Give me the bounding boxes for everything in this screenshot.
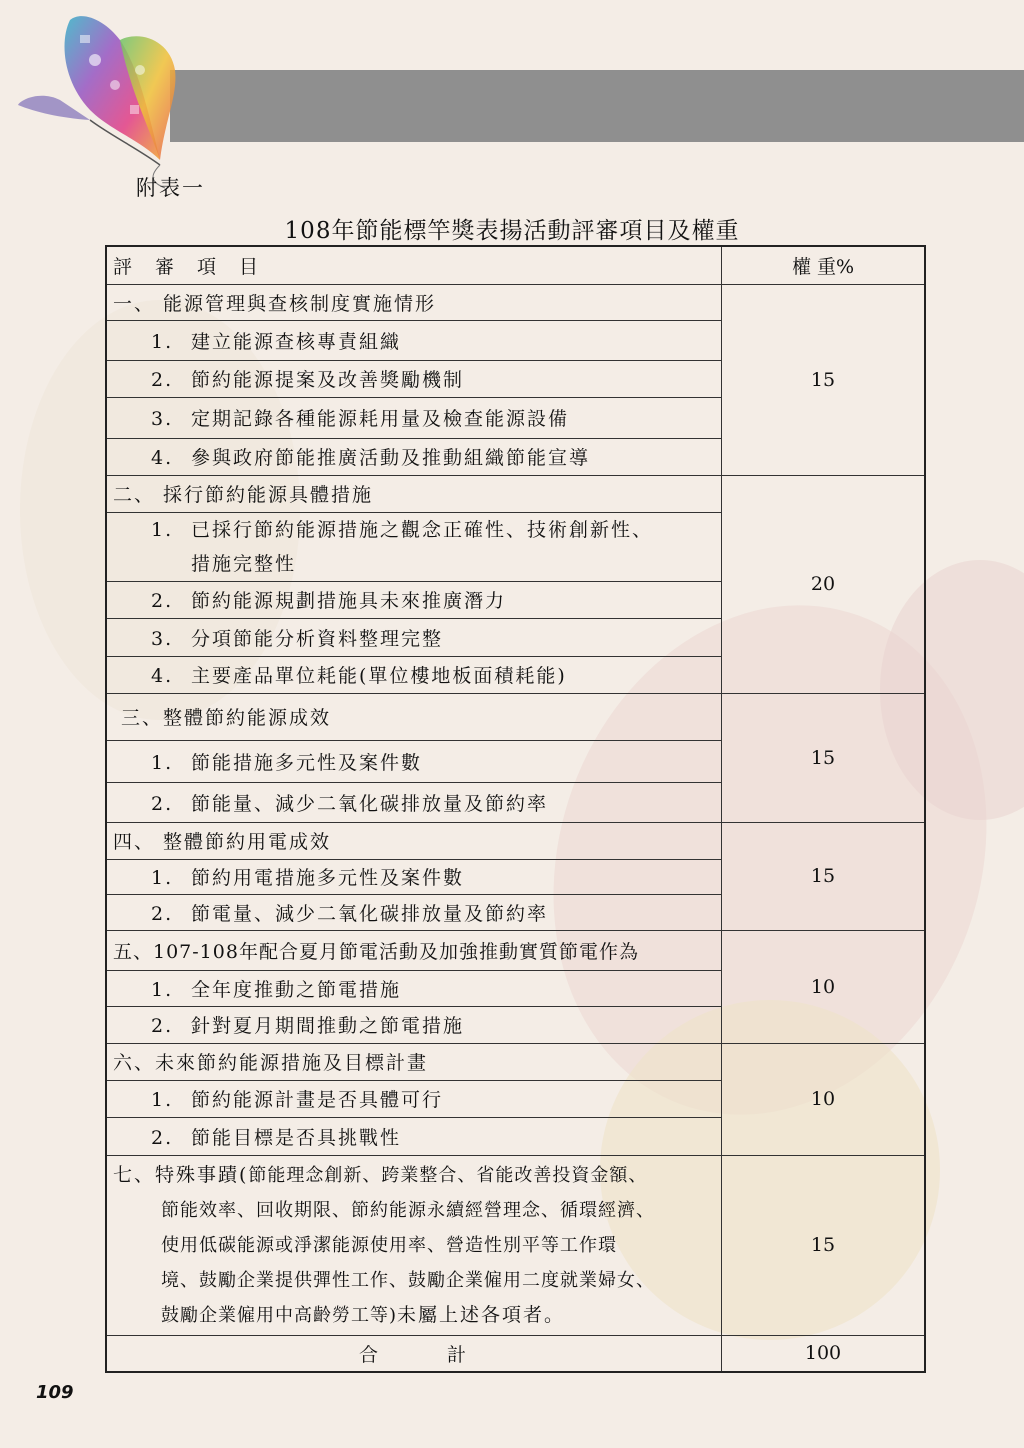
section-title: 一、 能源管理與查核制度實施情形 (106, 284, 722, 320)
item-text: 分項節能分析資料整理完整 (191, 627, 444, 650)
item-text: 參與政府節能推廣活動及推動組織節能宣導 (191, 447, 591, 469)
item-text: 針對夏月期間推動之節電措施 (191, 1015, 465, 1037)
item-text: 節能措施多元性及案件數 (191, 751, 423, 774)
item-text: 節約用電措施多元性及案件數 (191, 867, 465, 889)
item-cell (106, 1117, 722, 1155)
item-text: 節約能源規劃措施具未來推廣潛力 (191, 590, 507, 612)
item-text: 節電量、減少二氧化碳排放量及節約率 (191, 902, 549, 925)
special-title: 七、特殊事蹟( (113, 1163, 249, 1186)
item-number: 3. (151, 627, 174, 650)
item-cell (106, 740, 722, 782)
special-line: 境、鼓勵企業提供彈性工作、鼓勵企業僱用二度就業婦女、 (161, 1269, 655, 1291)
item-text: 已採行節約能源措施之觀念正確性、技術創新性、 (191, 518, 654, 541)
item-cell (106, 581, 722, 618)
item-number: 4. (151, 665, 174, 687)
item-text: 全年度推動之節電措施 (191, 978, 402, 1001)
item-number: 1. (151, 1089, 174, 1111)
section-weight: 10 (722, 930, 926, 1043)
section-weight: 15 (722, 284, 926, 475)
item-text: 節能量、減少二氧化碳排放量及節約率 (191, 792, 549, 815)
item-number: 1. (151, 867, 174, 889)
item-cell (106, 782, 722, 822)
special-section-row (106, 1155, 925, 1335)
item-cell (106, 656, 722, 693)
section-title: 六、未來節約能源措施及目標計畫 (106, 1043, 722, 1080)
item-number: 2. (151, 1015, 174, 1037)
item-number: 1. (151, 518, 174, 541)
item-number: 1. (151, 751, 174, 774)
item-text: 定期記錄各種能源耗用量及檢查能源設備 (191, 408, 570, 430)
section-weight: 10 (722, 1043, 926, 1155)
section-row (106, 930, 925, 970)
table-header-row (106, 246, 925, 284)
section-row (106, 693, 925, 740)
item-text-continued: 措施完整性 (191, 552, 297, 575)
item-text: 主要產品單位耗能(單位樓地板面積耗能) (191, 665, 567, 687)
column-header-item: 評 審 項 目 (106, 246, 722, 284)
section-title: 二、 採行節約能源具體措施 (106, 475, 722, 512)
special-tail: 未屬上述各項者。 (397, 1303, 566, 1326)
section-row (106, 1043, 925, 1080)
item-number: 2. (151, 369, 174, 391)
section-weight: 20 (722, 475, 926, 693)
item-cell (106, 894, 722, 930)
item-cell (106, 1080, 722, 1117)
item-text: 節約能源計畫是否具體可行 (191, 1089, 444, 1111)
item-cell (106, 397, 722, 438)
item-text: 節約能源提案及改善獎勵機制 (191, 369, 465, 391)
page-number: 109 (36, 1382, 74, 1403)
evaluation-table (105, 245, 926, 1373)
section-row (106, 822, 925, 859)
item-cell (106, 360, 722, 397)
item-cell (106, 970, 722, 1006)
item-number: 1. (151, 978, 174, 1001)
section-title: 三、整體節約能源成效 (106, 693, 722, 740)
item-cell (106, 859, 722, 894)
item-text: 建立能源查核專責組織 (191, 330, 402, 353)
special-line: 節能效率、回收期限、節約能源永續經營理念、循環經濟、 (161, 1199, 655, 1221)
item-number: 1. (151, 330, 174, 353)
item-number: 2. (151, 792, 174, 815)
page-title: 108年節能標竿獎表揚活動評審項目及權重 (284, 218, 740, 244)
special-cell (106, 1155, 722, 1335)
special-line-last (113, 1298, 715, 1333)
header-banner (170, 70, 1024, 142)
section-title: 四、 整體節約用電成效 (106, 822, 722, 859)
total-label: 合 計 (106, 1335, 722, 1372)
special-line: 鼓勵企業僱用中高齡勞工等) (161, 1304, 398, 1326)
item-cell (106, 1006, 722, 1043)
section-weight: 15 (722, 822, 926, 930)
item-number: 2. (151, 590, 174, 612)
section-row (106, 475, 925, 512)
item-number: 4. (151, 447, 174, 469)
section-row (106, 284, 925, 320)
butterfly-logo-icon (0, 0, 220, 190)
item-cell (106, 512, 722, 581)
total-value: 100 (722, 1335, 926, 1372)
section-weight: 15 (722, 693, 926, 822)
item-number: 2. (151, 1126, 174, 1149)
item-number: 3. (151, 408, 174, 430)
special-line: 節能理念創新、跨業整合、省能改善投資金額、 (248, 1164, 648, 1186)
section-weight: 15 (722, 1155, 926, 1335)
item-cell (106, 438, 722, 475)
total-row (106, 1335, 925, 1372)
item-cell (106, 320, 722, 360)
item-text: 節能目標是否具挑戰性 (191, 1126, 402, 1149)
item-number: 2. (151, 902, 174, 925)
item-cell (106, 618, 722, 656)
column-header-weight: 權 重% (722, 246, 926, 284)
special-line: 使用低碳能源或淨潔能源使用率、營造性別平等工作環 (161, 1234, 617, 1256)
section-title: 五、107-108年配合夏月節電活動及加強推動實質節電作為 (106, 930, 722, 970)
appendix-label: 附表一 (136, 176, 205, 200)
